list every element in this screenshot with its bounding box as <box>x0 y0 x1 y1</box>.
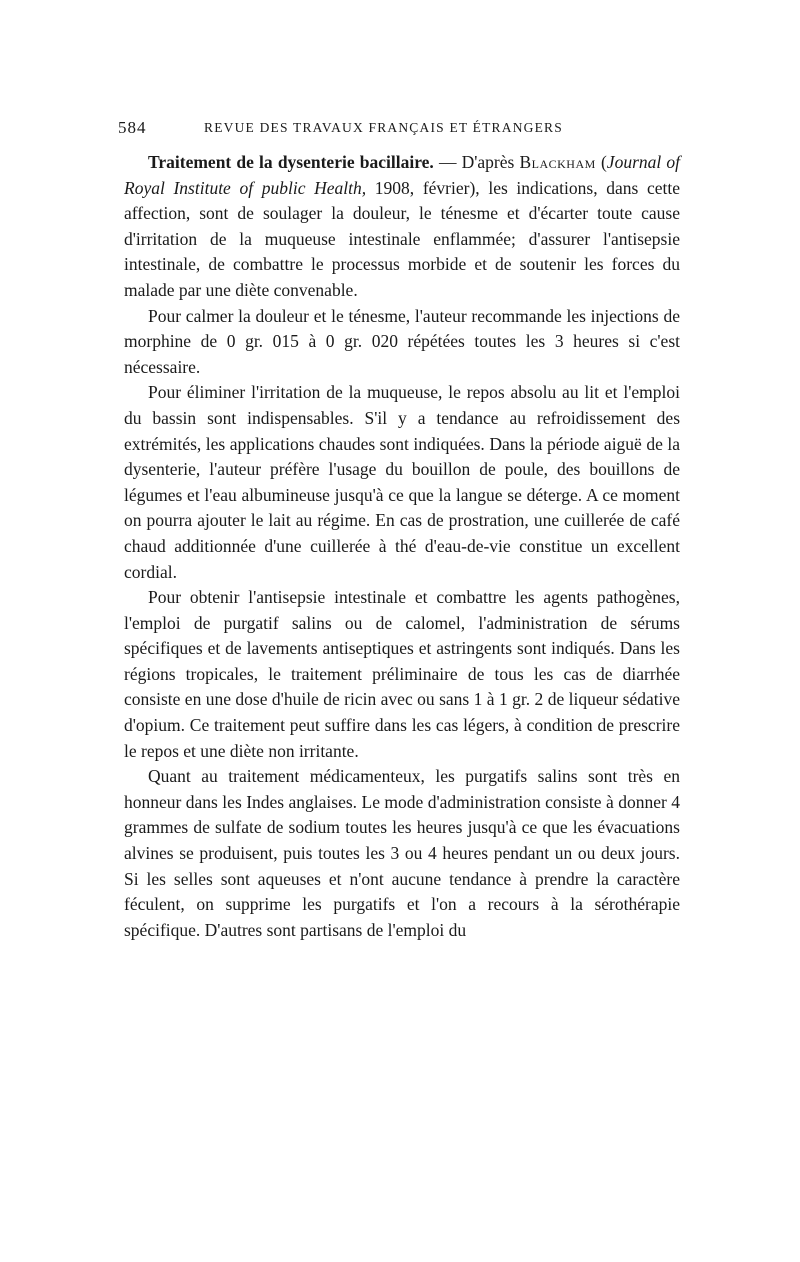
article-body <box>124 150 680 943</box>
author-name: Blackham <box>519 152 596 172</box>
lead-in: — D'après <box>433 152 520 172</box>
source-citation: Journal of Royal Institute of public Health, <box>124 152 680 198</box>
paragraph-medication: Quant au traitement médicamenteux, les purgatifs salins sont très en honneur dans les Indes anglaises. Le mode d'administration consiste à donner 4 grammes de sulfate de sodium toutes les heures jusqu'à ce que les évacuations alvines se produisent, puis toutes les 3 ou 4 heures pendant un ou deux jours. Si les selles sont aqueuses et n'ont aucune tendance à prendre la caractère féculent, on supprime les purgatifs et l'on a recours à la sérothérapie spécifique. D'autres sont partisans de l'emploi du <box>124 766 680 940</box>
source-open: ( <box>595 152 607 172</box>
paragraph-irritation: Pour éliminer l'irritation de la muqueuse, le repos absolu au lit et l'emploi du bassin sont indispensables. S'il y a tendance au refroidissement des extrémités, les applications chaudes sont indiquées. Dans la période aiguë de la dysenterie, l'auteur préfère l'usage du bouillon de poule, des bouillons de légumes et l'eau albumineuse jusqu'à ce que la langue se déterge. A ce moment on pourra ajouter le lait au régime. En cas de prostration, une cuillerée de café chaud additionnée d'une cuillerée à thé d'eau-de-vie constitue un excellent cordial. <box>124 382 680 582</box>
section-title: Traitement de la dysenterie bacillaire. <box>148 152 434 172</box>
paragraph-antisepsis: Pour obtenir l'antisepsie intestinale et combattre les agents pathogènes, l'emploi de purgatif salins ou de calomel, l'administration de sérums spécifiques et de lavements antiseptiques et astringents sont indiqués. Dans les régions tropicales, le traitement préliminaire de tous les cas de diarrhée consiste en une dose d'huile de ricin avec ou sans 1 à 1 gr. 2 de liqueur sédative d'opium. Ce traitement peut suffire dans les cas légers, à condition de prescrire le repos et une diète non irritante. <box>124 587 680 761</box>
intro-paragraph <box>124 150 680 304</box>
paragraph-morphine: Pour calmer la douleur et le ténesme, l'auteur recommande les injections de morphine de 0 gr. 015 à 0 gr. 020 répétées toutes les 3 heures si c'est nécessaire. <box>124 305 680 377</box>
running-title: REVUE DES TRAVAUX FRANÇAIS ET ÉTRANGERS <box>204 120 563 135</box>
intro-text: 1908, février), les indications, dans cette affection, sont de soulager la douleur, le ténesme et d'écarter toute cause d'irritation de la muqueuse intestinale enflammée; d'assurer l'antisepsie intestinale, de combattre le processus morbide et de soutenir les forces du malade par une diète convenable. <box>124 177 681 300</box>
page-header <box>118 118 682 142</box>
page-number: 584 <box>118 118 147 137</box>
